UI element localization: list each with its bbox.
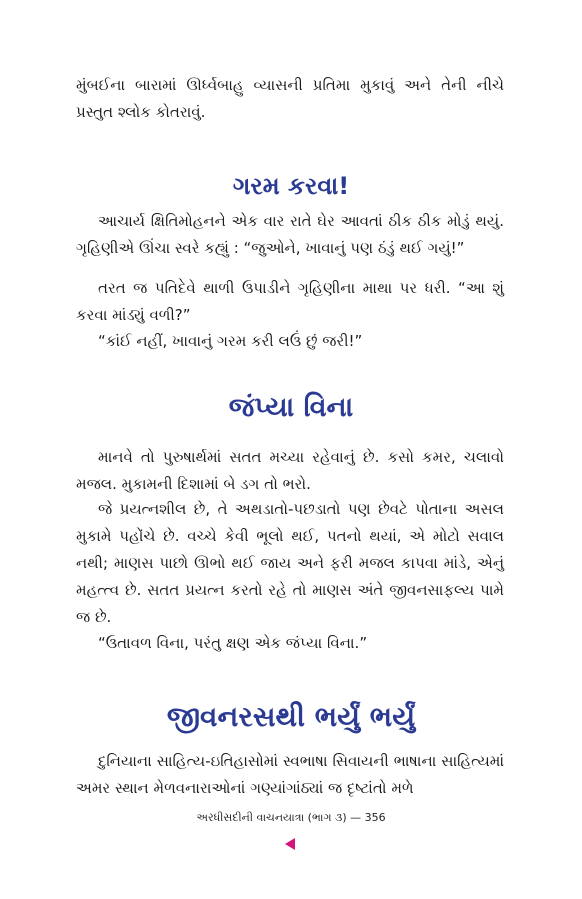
section-title-jampya-vina: જંપ્યા વિના [228, 392, 354, 423]
page-footer: અરધીસદીની વાચનયાત્રા (ભાગ ૩) — 356 [196, 811, 386, 824]
section2-paragraph-1: માનવે તો પુરુષાર્થમાં સતત મચ્યા રહેવાનું છે. કસો કમર, ચલાવો મજલ. મુકામની દિશામાં બે ડગ તો ભરો. [76, 448, 504, 493]
section-title-jivanrasthi: જીવનરસથી ભર્યું ભર્યું [166, 700, 416, 733]
section2-paragraph-3: “ઉતાવળ વિના, પરંતુ ક્ષણ એક જંપ્યા વિના.” [98, 634, 368, 652]
section2-paragraph-2: જે પ્રયત્નશીલ છે, તે અથડાતો-પછડાતો પણ છેવટે પોતાના અસલ મુકામે પહોંચે છે. વચ્ચે કેવી ભૂલો થઈ, પતનો થયાં, એ મોટો સવાલ નથી; માણસ પાછો ઊભો થઈ જાય અને ફરી મજલ કાપવા માંડે, એનું મહત્ત્વ છે. સતત પ્રયત્ન કરતો રહે તો માણસ અંતે જીવનસાફલ્ય પામે જ છે. [76, 500, 504, 626]
section1-paragraph-3: “કાંઈ નહીં, ખાવાનું ગરમ કરી લઉં છું જરી!” [98, 332, 363, 350]
section-title-garam-karva: ગરમ કરવા! [232, 172, 350, 200]
section1-paragraph-2: તરત જ પતિદેવે થાળી ઉપાડીને ગૃહિણીના માથા પર ધરી. “આ શું કરવા માંડ્યું વળી?” [76, 279, 504, 324]
intro-paragraph: મુંબઈના બારામાં ઊર્ધ્વબાહુ વ્યાસની પ્રતિમા મુકાવું અને તેની નીચે પ્રસ્તુત શ્લોક કોતરાવું. [76, 76, 504, 121]
section3-paragraph-1: દુનિયાના સાહિત્ય-ઇતિહાસોમાં સ્વભાષા સિવાયની ભાષાના સાહિત્યમાં અમર સ્થાન મેળવનારાઓનાં ગણ્યાંગાંઠ્યાં જ દૃષ્ટાંતો મળે [76, 752, 504, 797]
previous-page-arrow-icon[interactable] [285, 838, 295, 850]
section1-paragraph-1: આચાર્ય ક્ષિતિમોહનને એક વાર રાતે ઘેર આવતાં ઠીક ઠીક મોડું થયું. ગૃહિણીએ ઊંચા સ્વરે કહ્યું : “જુઓને, ખાવાનું પણ ઠંડું થઈ ગયું!” [76, 212, 504, 257]
